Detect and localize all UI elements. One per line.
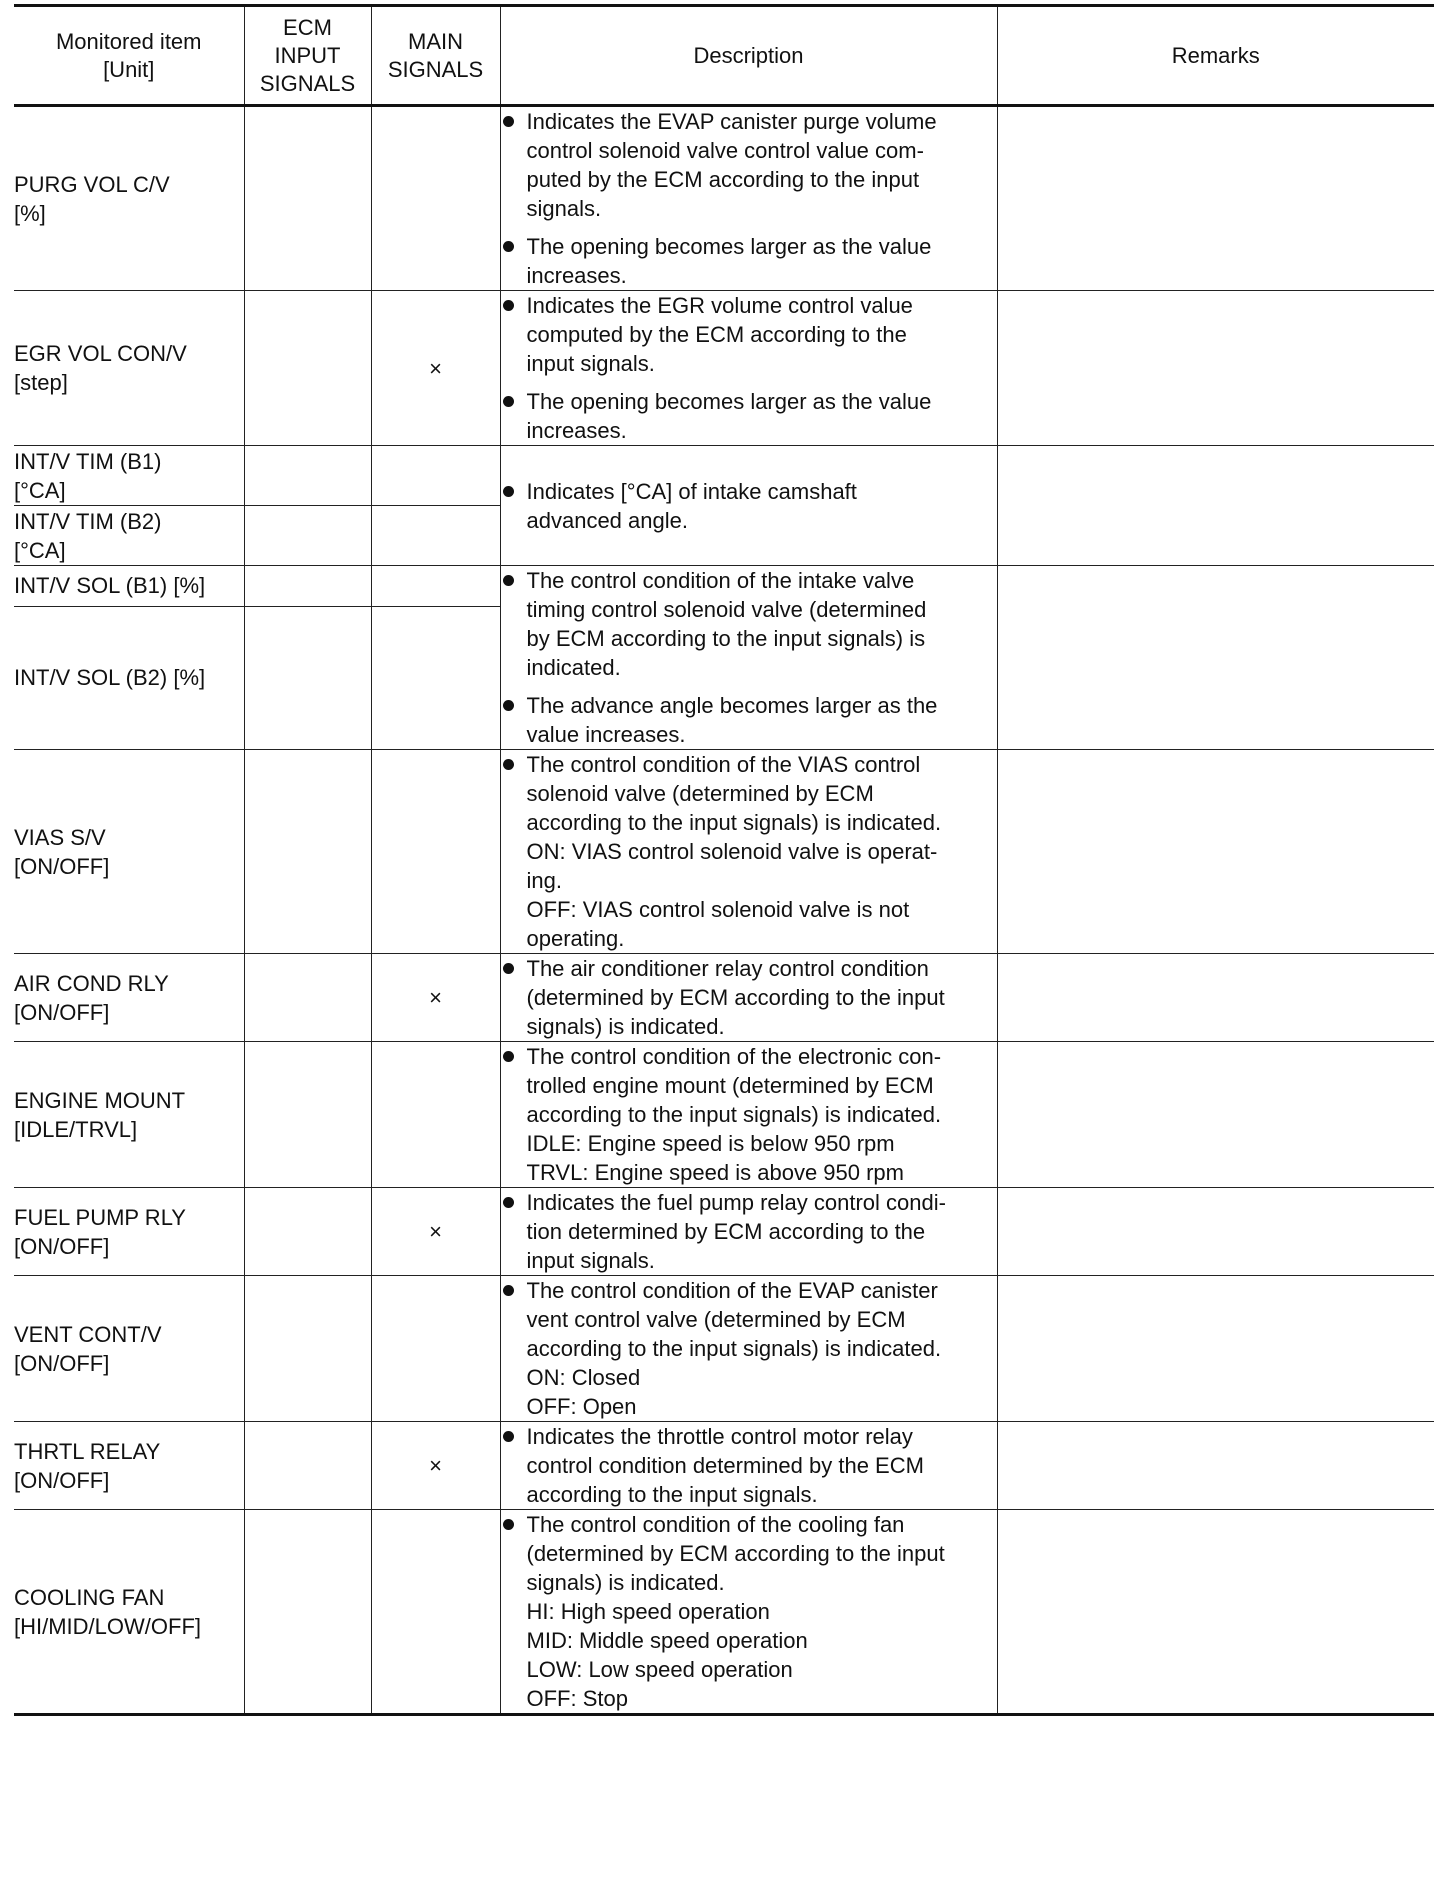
description-line: (determined by ECM according to the input <box>526 1541 945 1566</box>
description-bullet <box>501 954 997 1041</box>
monitored-item-cell <box>14 606 244 749</box>
description-line: Indicates the fuel pump relay control condi- <box>526 1190 946 1215</box>
description-bullet <box>501 477 997 535</box>
monitored-item-cell <box>14 1276 244 1422</box>
header-remarks: Remarks <box>997 6 1434 106</box>
description-line: Indicates the EGR volume control value <box>526 293 913 318</box>
item-name: INT/V TIM (B1) <box>14 448 162 474</box>
main-signals-cell <box>371 1042 500 1188</box>
description-line: according to the input signals) is indicated. <box>526 810 942 835</box>
bullet-dot-icon <box>503 700 514 711</box>
description-bullet <box>501 750 997 953</box>
ecm-input-cell <box>244 1042 371 1188</box>
ecm-input-cell <box>244 446 371 506</box>
description-line: Indicates the throttle control motor relay <box>526 1424 913 1449</box>
item-name: EGR VOL CON/V <box>14 341 187 366</box>
item-unit: [%] <box>14 200 46 226</box>
description-cell <box>500 291 997 446</box>
monitored-item-cell <box>14 506 244 566</box>
description-cell <box>500 1188 997 1276</box>
item-unit: [ON/OFF] <box>14 999 110 1025</box>
item-name: INT/V SOL (B2) [%] <box>14 665 206 691</box>
header-item-line-2: [Unit] <box>103 56 155 82</box>
description-line: by ECM according to the input signals) is <box>526 626 926 651</box>
item-unit: [°CA] <box>14 537 66 563</box>
bullet-dot-icon <box>503 300 514 311</box>
description-line: The control condition of the cooling fan <box>526 1512 905 1537</box>
ecm-input-cell <box>244 106 371 291</box>
description-bullet <box>501 232 997 290</box>
description-line: input signals. <box>526 351 655 376</box>
remarks-cell <box>997 566 1434 750</box>
description-line: The control condition of the VIAS control <box>526 752 921 777</box>
main-signals-cell <box>371 606 500 749</box>
description-cell <box>500 750 997 954</box>
header-ecm-line-3: SIGNALS <box>259 70 356 96</box>
main-signals-cell <box>371 1276 500 1422</box>
remarks-cell <box>997 1510 1434 1715</box>
bullet-dot-icon <box>503 575 514 586</box>
description-cell <box>500 1510 997 1715</box>
description-line: according to the input signals) is indicated. <box>526 1102 942 1127</box>
header-ecm-line-2: INPUT <box>274 42 341 68</box>
description-line: tion determined by ECM according to the <box>526 1219 926 1244</box>
bullet-dot-icon <box>503 116 514 127</box>
description-line: increases. <box>526 263 627 288</box>
description-cell <box>500 1422 997 1510</box>
description-line: timing control solenoid valve (determined <box>526 597 927 622</box>
ecm-input-cell <box>244 566 371 607</box>
description-line: HI: High speed operation <box>526 1599 770 1624</box>
ecm-input-cell <box>244 1188 371 1276</box>
description-line: The control condition of the EVAP canister <box>526 1278 938 1303</box>
main-signals-cell <box>371 1510 500 1715</box>
description-line: indicated. <box>526 655 621 680</box>
item-unit: [ON/OFF] <box>14 853 110 879</box>
description-line: The opening becomes larger as the value <box>526 389 932 414</box>
ecm-input-cell <box>244 506 371 566</box>
remarks-cell <box>997 106 1434 291</box>
bullet-dot-icon <box>503 963 514 974</box>
table-row <box>14 566 1434 607</box>
description-bullet <box>501 1276 997 1421</box>
bullet-dot-icon <box>503 1431 514 1442</box>
item-unit: [ON/OFF] <box>14 1467 110 1493</box>
item-unit: [step] <box>14 370 68 395</box>
ecm-input-cell <box>244 750 371 954</box>
description-line: OFF: VIAS control solenoid valve is not <box>526 897 910 922</box>
description-bullet <box>501 291 997 378</box>
remarks-cell <box>997 1042 1434 1188</box>
item-unit: [°CA] <box>14 477 66 503</box>
main-signals-mark: × <box>371 1188 500 1276</box>
description-cell <box>500 1042 997 1188</box>
header-row <box>14 6 1434 106</box>
description-bullet <box>501 107 997 223</box>
bullet-dot-icon <box>503 241 514 252</box>
description-line: signals. <box>526 196 602 221</box>
description-bullet <box>501 1422 997 1509</box>
monitored-items-table <box>14 4 1434 1716</box>
bullet-dot-icon <box>503 486 514 497</box>
bullet-dot-icon <box>503 1051 514 1062</box>
description-bullet <box>501 566 997 682</box>
monitored-item-cell <box>14 1422 244 1510</box>
description-line: puted by the ECM according to the input <box>526 167 920 192</box>
header-ecm-line-1: ECM <box>283 14 332 40</box>
table-row <box>14 1188 1434 1276</box>
main-signals-mark: × <box>371 1422 500 1510</box>
monitored-item-cell <box>14 1188 244 1276</box>
description-cell <box>500 446 997 566</box>
description-bullet <box>501 691 997 749</box>
monitored-item-cell <box>14 446 244 506</box>
remarks-cell <box>997 446 1434 566</box>
description-bullet <box>501 1510 997 1713</box>
description-line: according to the input signals. <box>526 1482 818 1507</box>
description-line: control solenoid valve control value com- <box>526 138 924 163</box>
description-line: input signals. <box>526 1248 655 1273</box>
monitored-item-cell <box>14 566 244 607</box>
header-monitored-item <box>14 6 244 106</box>
monitored-item-cell <box>14 291 244 446</box>
remarks-cell <box>997 750 1434 954</box>
monitored-item-cell <box>14 750 244 954</box>
description-line: The advance angle becomes larger as the <box>526 693 938 718</box>
bullet-dot-icon <box>503 1519 514 1530</box>
item-name: VIAS S/V <box>14 824 106 850</box>
item-name: FUEL PUMP RLY <box>14 1204 186 1230</box>
item-name: ENGINE MOUNT <box>14 1087 186 1113</box>
description-cell <box>500 566 997 750</box>
description-cell <box>500 954 997 1042</box>
bullet-dot-icon <box>503 1285 514 1296</box>
main-signals-mark: × <box>371 291 500 446</box>
item-unit: [HI/MID/LOW/OFF] <box>14 1613 201 1639</box>
description-line: ON: Closed <box>526 1365 641 1390</box>
description-line: signals) is indicated. <box>526 1014 725 1039</box>
description-line: Indicates [°CA] of intake camshaft <box>526 478 857 504</box>
monitored-item-cell <box>14 954 244 1042</box>
description-line: trolled engine mount (determined by ECM <box>526 1073 934 1098</box>
description-line: IDLE: Engine speed is below 950 rpm <box>526 1131 895 1156</box>
description-line: according to the input signals) is indicated. <box>526 1336 942 1361</box>
description-line: control condition determined by the ECM <box>526 1453 924 1478</box>
main-signals-cell <box>371 106 500 291</box>
description-line: The air conditioner relay control condition <box>526 956 929 981</box>
description-bullet <box>501 1042 997 1187</box>
description-bullet <box>501 1188 997 1275</box>
description-line: (determined by ECM according to the input <box>526 985 945 1010</box>
header-main-line-1: MAIN <box>408 28 463 54</box>
description-line: The control condition of the intake valve <box>526 568 915 593</box>
table-row <box>14 446 1434 506</box>
item-name: INT/V SOL (B1) [%] <box>14 573 206 599</box>
item-unit: [ON/OFF] <box>14 1350 110 1376</box>
description-line: vent control valve (determined by ECM <box>526 1307 906 1332</box>
description-line: ing. <box>526 868 562 893</box>
remarks-cell <box>997 1188 1434 1276</box>
description-line: LOW: Low speed operation <box>526 1657 793 1682</box>
bullet-dot-icon <box>503 759 514 770</box>
item-name: AIR COND RLY <box>14 970 169 996</box>
bullet-dot-icon <box>503 396 514 407</box>
item-name: INT/V TIM (B2) <box>14 508 162 534</box>
description-line: signals) is indicated. <box>526 1570 725 1595</box>
monitored-item-cell <box>14 1042 244 1188</box>
description-line: The control condition of the electronic con- <box>526 1044 942 1069</box>
ecm-input-cell <box>244 1510 371 1715</box>
item-name: COOLING FAN <box>14 1584 165 1610</box>
table-row <box>14 1422 1434 1510</box>
table-row <box>14 1510 1434 1715</box>
header-ecm-input-signals <box>244 6 371 106</box>
header-main-signals <box>371 6 500 106</box>
header-main-line-2: SIGNALS <box>387 56 484 82</box>
description-cell <box>500 106 997 291</box>
monitored-item-cell <box>14 106 244 291</box>
description-line: Indicates the EVAP canister purge volume <box>526 109 937 134</box>
description-line: increases. <box>526 418 627 443</box>
ecm-input-cell <box>244 1276 371 1422</box>
description-line: OFF: Stop <box>526 1686 628 1711</box>
remarks-cell <box>997 291 1434 446</box>
monitored-item-cell <box>14 1510 244 1715</box>
item-name: VENT CONT/V <box>14 1321 162 1347</box>
header-description: Description <box>500 6 997 106</box>
description-line: ON: VIAS control solenoid valve is operat- <box>526 839 938 864</box>
description-line: The opening becomes larger as the value <box>526 234 932 259</box>
item-unit: [ON/OFF] <box>14 1233 110 1259</box>
header-item-line-1: Monitored item <box>55 28 202 54</box>
remarks-cell <box>997 1276 1434 1422</box>
remarks-cell <box>997 954 1434 1042</box>
description-line: solenoid valve (determined by ECM <box>526 781 874 806</box>
description-line: OFF: Open <box>526 1394 637 1419</box>
table-row <box>14 1042 1434 1188</box>
table-row <box>14 750 1434 954</box>
ecm-input-cell <box>244 954 371 1042</box>
description-line: operating. <box>526 926 625 951</box>
description-line: computed by the ECM according to the <box>526 322 907 347</box>
item-unit: [IDLE/TRVL] <box>14 1116 138 1142</box>
description-cell <box>500 1276 997 1422</box>
main-signals-cell <box>371 566 500 607</box>
item-name: PURG VOL C/V <box>14 171 170 197</box>
main-signals-cell <box>371 506 500 566</box>
main-signals-cell <box>371 750 500 954</box>
description-line: advanced angle. <box>526 507 688 533</box>
remarks-cell <box>997 1422 1434 1510</box>
description-bullet <box>501 387 997 445</box>
table-row <box>14 291 1434 446</box>
main-signals-cell <box>371 446 500 506</box>
ecm-input-cell <box>244 606 371 749</box>
description-line: value increases. <box>526 722 686 747</box>
table-row <box>14 106 1434 291</box>
table-row <box>14 1276 1434 1422</box>
ecm-input-cell <box>244 291 371 446</box>
description-line: MID: Middle speed operation <box>526 1628 808 1653</box>
item-name: THRTL RELAY <box>14 1438 161 1464</box>
description-line: TRVL: Engine speed is above 950 rpm <box>526 1160 904 1185</box>
table-row <box>14 954 1434 1042</box>
main-signals-mark: × <box>371 954 500 1042</box>
bullet-dot-icon <box>503 1197 514 1208</box>
ecm-input-cell <box>244 1422 371 1510</box>
